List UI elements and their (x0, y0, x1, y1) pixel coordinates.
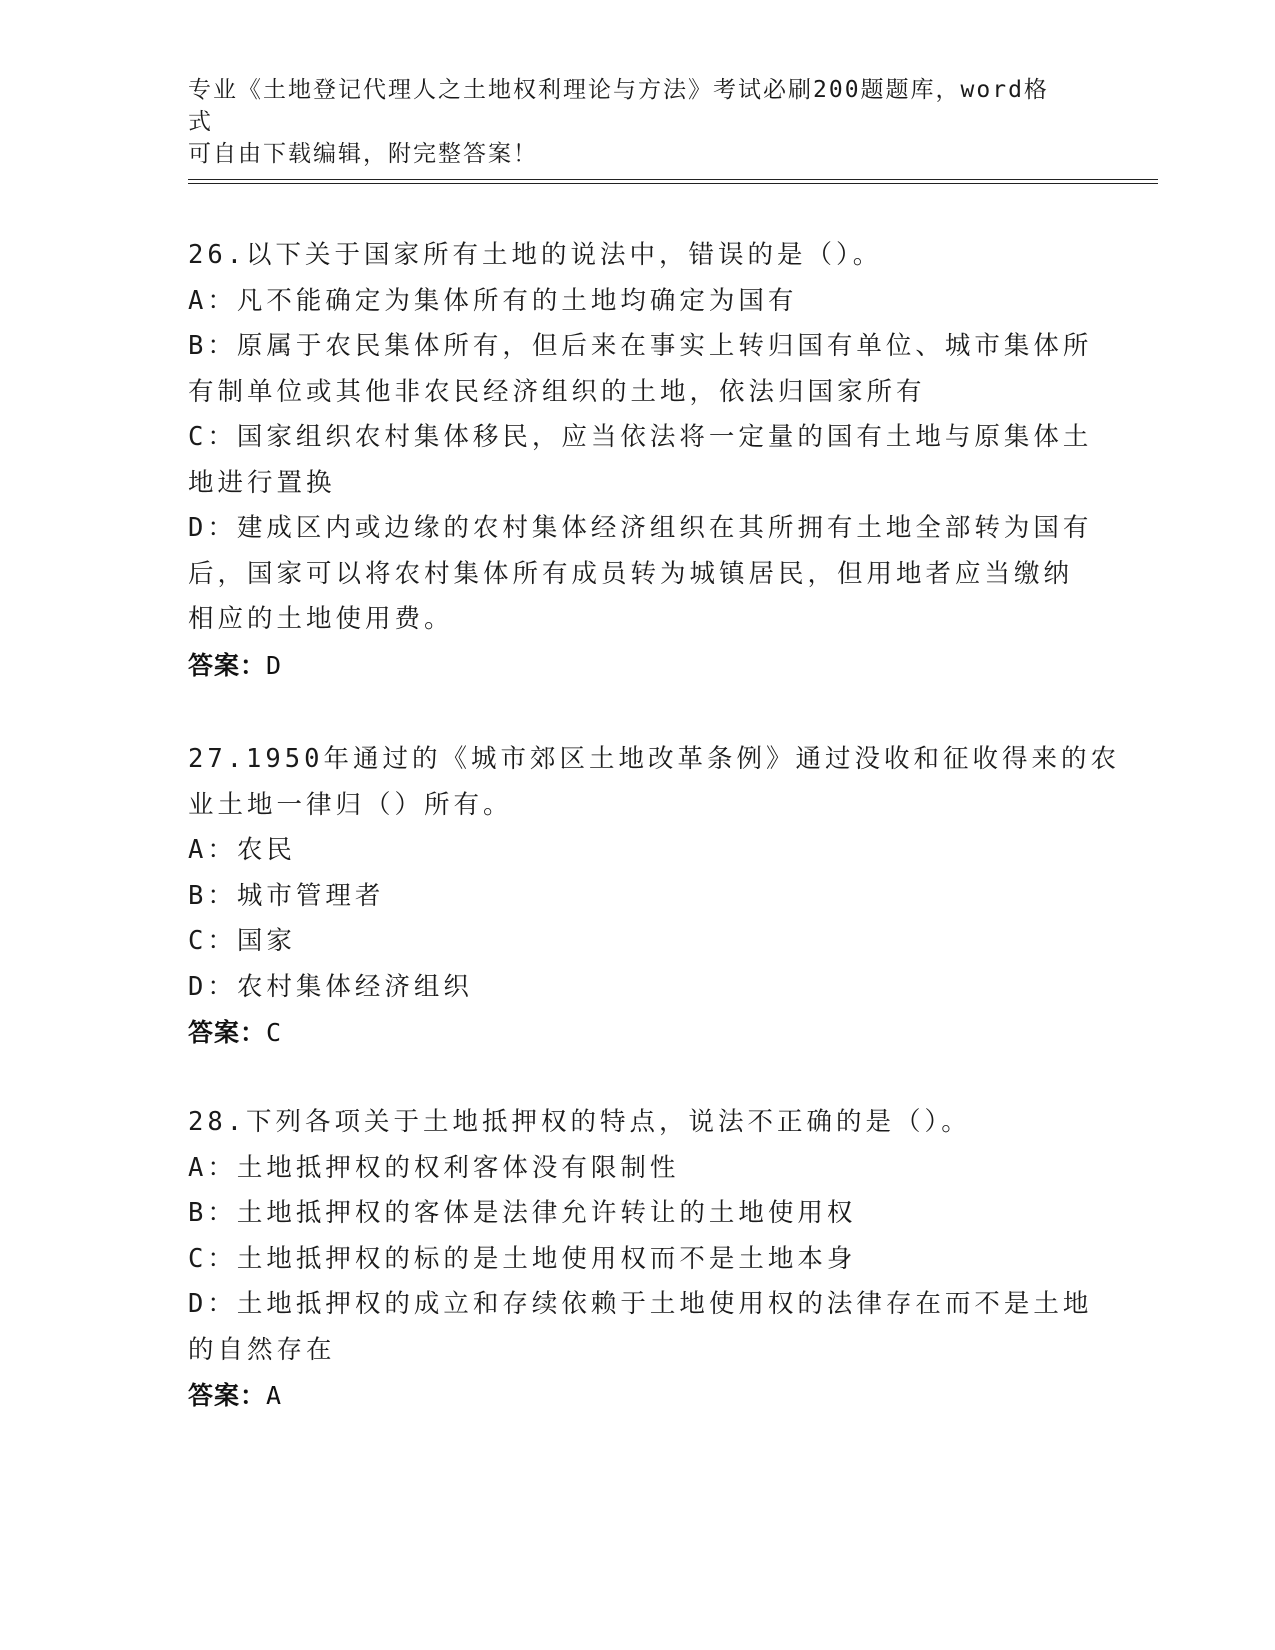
option-d-continued: 相应的土地使用费。 (188, 604, 454, 634)
question-stem: 28.下列各项关于土地抵押权的特点，说法不正确的是（）。 (188, 1107, 971, 1137)
answer-label: 答案： (188, 1018, 267, 1047)
option-b: B：土地抵押权的客体是法律允许转让的土地使用权 (188, 1198, 857, 1228)
answer (188, 643, 1088, 689)
option-b: B：城市管理者 (188, 880, 385, 911)
header-line: 可自由下载编辑，附完整答案！ (188, 141, 538, 167)
option-c-continued: 地进行置换 (188, 467, 336, 498)
option-d: D：土地抵押权的成立和存续依赖于土地使用权的法律存在而不是土地 (188, 1289, 1093, 1319)
answer (188, 1373, 1088, 1419)
answer-label: 答案： (188, 650, 267, 680)
question-27 (188, 737, 1120, 1056)
answer-value: A (266, 1381, 283, 1410)
document-header (188, 74, 1068, 170)
question-26 (188, 233, 1093, 688)
option-a: A：农民 (188, 835, 296, 865)
option-b: B：原属于农民集体所有，但后来在事实上转归国有单位、城市集体所 (188, 331, 1093, 361)
option-a: A：凡不能确定为集体所有的土地均确定为国有 (188, 285, 798, 316)
question-28 (188, 1100, 1093, 1419)
question-stem: 26.以下关于国家所有土地的说法中，错误的是（）。 (188, 240, 883, 270)
question-stem: 27.1950年通过的《城市郊区土地改革条例》通过没收和征收得来的农 (188, 744, 1120, 774)
option-c: C：国家 (188, 926, 296, 956)
answer-value: D (266, 650, 283, 680)
option-d: D：建成区内或边缘的农村集体经济组织在其所拥有土地全部转为国有 (188, 513, 1093, 543)
option-c: C：国家组织农村集体移民，应当依法将一定量的国有土地与原集体土 (188, 422, 1093, 452)
option-d-continued: 后，国家可以将农村集体所有成员转为城镇居民，但用地者应当缴纳 (188, 558, 1074, 589)
header-divider (188, 179, 1158, 184)
answer-value: C (266, 1018, 283, 1047)
header-line: 专业《土地登记代理人之土地权利理论与方法》考试必刷200题题库，word格式 (188, 77, 1049, 135)
answer (188, 1010, 1088, 1056)
answer-label: 答案： (188, 1381, 267, 1410)
option-b-continued: 有制单位或其他非农民经济组织的土地，依法归国家所有 (188, 376, 926, 407)
option-d: D：农村集体经济组织 (188, 971, 473, 1002)
option-a: A：土地抵押权的权利客体没有限制性 (188, 1152, 680, 1183)
option-c: C：土地抵押权的标的是土地使用权而不是土地本身 (188, 1243, 857, 1274)
option-d-continued: 的自然存在 (188, 1334, 336, 1365)
question-stem-continued: 业土地一律归（）所有。 (188, 789, 513, 820)
